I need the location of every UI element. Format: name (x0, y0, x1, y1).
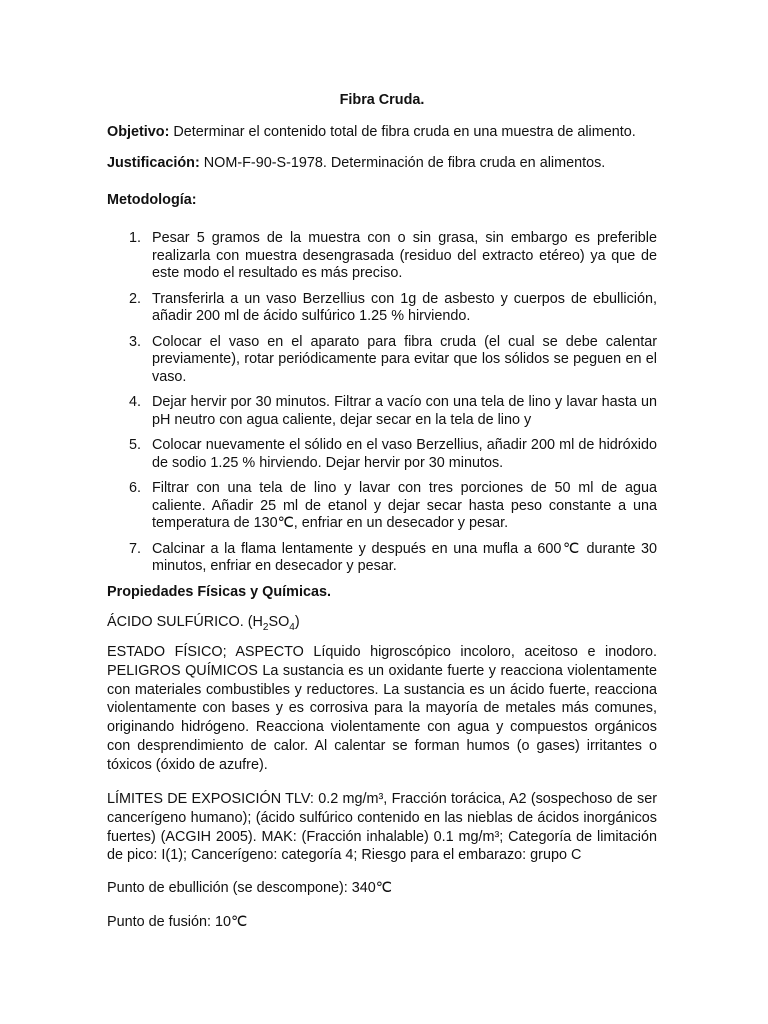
acid-subscript-o: 4 (289, 621, 295, 633)
acid-formula-mid: SO (268, 614, 290, 630)
acid-name-line (107, 612, 657, 632)
methodology-step (107, 291, 657, 326)
step-text: Calcinar a la flama lentamente y después en una mufla a 600℃ durante 30 minutos, enfriar en desecador y pesar. (152, 540, 657, 574)
justification-line (107, 153, 657, 173)
objective-text: Determinar el contenido total de fibra cruda en una muestra de alimento. (169, 124, 636, 140)
acid-subscript-h: 2 (262, 621, 269, 633)
boiling-point-line: Punto de ebullición (se descompone): 340℃ (107, 880, 392, 896)
step-text: Transferirla a un vaso Berzellius con 1g de asbesto y cuerpos de ebullición, añadir 200 ml de ácido sulfúrico 1.25 % hirviendo. (152, 290, 657, 324)
step-number: 6. (129, 480, 142, 496)
methodology-step (107, 437, 657, 472)
objective-label: Objetivo: (107, 124, 170, 140)
step-number: 7. (129, 540, 142, 557)
methodology-heading: Metodología: (107, 192, 197, 208)
justification-label: Justificación: (107, 155, 200, 171)
document-title: Fibra Cruda. (339, 92, 425, 108)
properties-heading: Propiedades Físicas y Químicas. (107, 584, 331, 600)
acid-formula-end: ) (294, 614, 300, 630)
methodology-step (107, 480, 657, 533)
justification-text: NOM-F-90-S-1978. Determinación de fibra cruda en alimentos. (199, 155, 606, 171)
step-number: 4. (129, 394, 142, 410)
methodology-steps (107, 230, 657, 584)
step-number: 1. (129, 230, 142, 246)
step-number: 5. (129, 437, 142, 453)
methodology-step (107, 541, 657, 576)
step-text: Pesar 5 gramos de la muestra con o sin grasa, sin embargo es preferible realizarla con muestra desengrasada (residuo del extracto etéreo) ya que de este modo el resultado es más preciso. (152, 230, 657, 281)
step-text: Filtrar con una tela de lino y lavar con tres porciones de 50 ml de agua caliente. Añadir 25 ml de etanol y dejar secar hasta peso constante a una temperatura de 130℃, enfriar en un desecador y pesar. (152, 480, 657, 531)
melting-point-line: Punto de fusión: 10℃ (107, 914, 248, 930)
step-number: 3. (129, 333, 142, 350)
step-text: Dejar hervir por 30 minutos. Filtrar a vacío con una tela de lino y lavar hasta un pH neutro con agua caliente, dejar secar en la tela de lino y (152, 394, 657, 428)
step-text: Colocar el vaso en el aparato para fibra cruda (el cual se debe calentar previamente), rotar periódicamente para evitar que los sólidos se peguen en el vaso. (152, 333, 657, 385)
step-number: 2. (129, 290, 142, 307)
acid-name: ÁCIDO SULFÚRICO. (H (107, 614, 263, 630)
methodology-step (107, 334, 657, 387)
physical-state-paragraph: ESTADO FÍSICO; ASPECTO Líquido higroscópico incoloro, aceitoso e inodoro. PELIGROS QUÍMICOS La sustancia es un oxidante fuerte y reacciona violentamente con materiales combustibles y reductores. La sustancia es un ácido fuerte, reacciona violentamente con bases y es corrosiva para la mayoría de metales más comunes, originando hidrógeno. Reacciona violentamente con agua y compuestos orgánicos con desprendimiento de calor. Al calentar se forman humos (o gases) irritantes o tóxicos (óxido de azufre). (107, 644, 657, 773)
objective-line (107, 122, 657, 142)
step-text: Colocar nuevamente el sólido en el vaso Berzellius, añadir 200 ml de hidróxido de sodio 1.25 % hirviendo. Dejar hervir por 30 minutos. (152, 437, 657, 471)
methodology-step (107, 230, 657, 283)
methodology-step (107, 394, 657, 429)
exposure-limits-paragraph: LÍMITES DE EXPOSICIÓN TLV: 0.2 mg/m³, Fracción torácica, A2 (sospechoso de ser cancerígeno humano); (ácido sulfúrico contenido en las nieblas de ácidos inorgánicos fuertes) (ACGIH 2005). MAK: (Fracción inhalable) 0.1 mg/m³; Categoría de limitación de pico: I(1); Cancerígeno: categoría 4; Riesgo para el embarazo: grupo C (107, 791, 657, 864)
